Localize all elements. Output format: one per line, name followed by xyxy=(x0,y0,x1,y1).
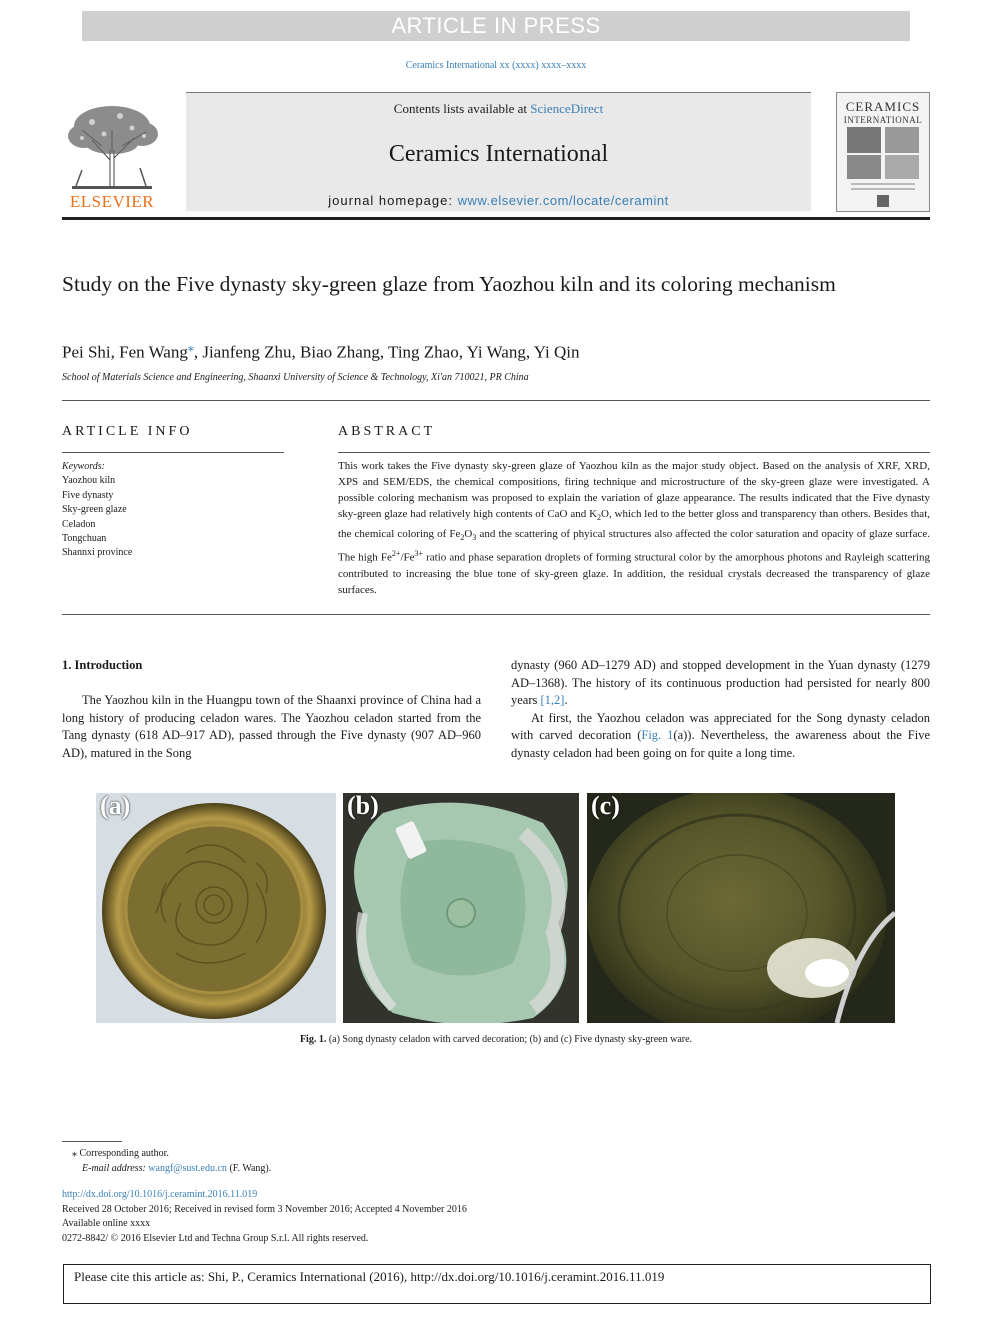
abstract-heading: ABSTRACT xyxy=(338,424,436,439)
article-info-heading: ARTICLE INFO xyxy=(62,424,193,439)
sciencedirect-link[interactable]: ScienceDirect xyxy=(530,101,604,116)
received-dates: Received 28 October 2016; Received in revised form 3 November 2016; Accepted 4 November 2016 xyxy=(62,1203,467,1215)
abstract-part: O, which led to the better gloss and transparency than others. Besides that, the chemical coloring of Fe xyxy=(338,508,930,541)
keyword-item: Shannxi province xyxy=(62,547,133,559)
paragraph xyxy=(511,710,930,763)
keyword-item: Tongchuan xyxy=(62,533,107,545)
article-in-press-banner: ARTICLE IN PRESS xyxy=(82,11,910,41)
authors-part-1: Pei Shi, Fen Wang xyxy=(62,342,188,362)
available-online: Available online xxxx xyxy=(62,1218,151,1229)
text-run: . xyxy=(564,693,568,707)
journal-cover-thumbnail[interactable] xyxy=(836,92,930,212)
paragraph xyxy=(511,657,930,710)
abstract-part: ratio and phase separation droplets of forming structural color by the amorphous photons and Rayleigh scattering contributed to increasing the blue tone of sky-green glaze. In addition, the residual crystals decreased the transparency of glaze surfaces. xyxy=(338,552,930,597)
publisher-name: ELSEVIER xyxy=(69,192,155,211)
intro-column-left xyxy=(62,692,481,762)
header-rule xyxy=(62,217,930,220)
keyword-item: Yaozhou kiln xyxy=(62,475,116,487)
affiliation: School of Materials Science and Engineering, Shaanxi University of Science & Technology, Xi'an 710021, PR China xyxy=(62,372,529,383)
footnote xyxy=(62,1146,662,1176)
citation-link[interactable]: [1,2] xyxy=(540,693,565,707)
section-heading-introduction: 1. Introduction xyxy=(62,658,143,672)
corresponding-author-note xyxy=(62,1146,662,1161)
email-suffix: (F. Wang). xyxy=(226,1163,272,1174)
journal-header xyxy=(186,92,811,211)
homepage-prefix: journal homepage: xyxy=(328,193,458,208)
divider xyxy=(62,400,930,401)
keyword-item: Sky-green glaze xyxy=(62,504,127,516)
copyright: 0272-8842/ © 2016 Elsevier Ltd and Techna Group S.r.l. All rights reserved. xyxy=(62,1232,369,1244)
text-run: dynasty (960 AD–1279 AD) and stopped development in the Yuan dynasty (1279 AD–1368). The history of its continuous production had persisted for nearly 800 years xyxy=(511,658,930,707)
figure-caption xyxy=(0,1034,992,1045)
journal-reference-link[interactable]: Ceramics International xx (xxxx) xxxx–xxxx xyxy=(405,60,587,71)
authors-part-2: , Jianfeng Zhu, Biao Zhang, Ting Zhao, Yi Wang, Yi Qin xyxy=(193,342,580,362)
divider xyxy=(338,452,930,453)
contents-prefix: Contents lists available at xyxy=(393,101,531,116)
email-link[interactable]: wangf@sust.edu.cn xyxy=(148,1163,227,1174)
abstract-part: and the scattering of phyical structures also affected the color saturation and opacity of glaze surface. The high Fe xyxy=(338,528,930,565)
article-title: Study on the Five dynasty sky-green glaze from Yaozhou kiln and its coloring mechanism xyxy=(62,272,836,296)
abstract-part: This work takes the Five dynasty sky-green glaze of Yaozhou kiln as the major study object. Based on the analysis of XRF, XRD, XPS and SEM/EDS, the chemical compositions, firing technique and microstructure of the sky-green glaze were investigated. A possible coloring mechanism was proposed to explain the variation of glaze appearance. The results indicated that the Five dynasty sky-green glaze had relatively high contents of CaO and K xyxy=(338,460,930,520)
subscript: 2 xyxy=(460,533,465,543)
citation-text: Please cite this article as: Shi, P., Ceramics International (2016), http://dx.doi.org/10.1016/j.ceramint.2016.11.019 xyxy=(74,1269,665,1284)
figure-link[interactable]: Fig. 1 xyxy=(641,728,674,742)
figure-1 xyxy=(96,793,895,1023)
intro-column-right xyxy=(511,657,930,762)
abstract-part: /Fe xyxy=(400,552,415,565)
subscript: 3 xyxy=(472,533,477,543)
golden-plate-image xyxy=(96,793,336,1023)
figure-panel-c xyxy=(587,793,895,1023)
email-label: E-mail address: xyxy=(82,1163,146,1174)
figure-panel-a xyxy=(96,793,336,1023)
email-line xyxy=(62,1161,662,1176)
article-metadata xyxy=(62,1188,762,1246)
superscript: 2+ xyxy=(391,549,401,559)
footnote-text: Corresponding author. xyxy=(77,1148,169,1159)
panel-label: (c) xyxy=(591,793,620,820)
journal-title: Ceramics International xyxy=(388,141,609,167)
keywords-label: Keywords: xyxy=(62,461,105,472)
contents-line xyxy=(186,101,811,117)
divider xyxy=(62,452,284,453)
panel-label: (a) xyxy=(100,793,131,820)
divider xyxy=(62,614,930,615)
olive-bowl-image xyxy=(587,793,895,1023)
text-run: At first, the Yaozhou celadon was appreciated for the Song dynasty celadon with carved decoration ( xyxy=(511,710,930,742)
cover-title-1: CERAMICS xyxy=(845,99,921,114)
subscript: 2 xyxy=(597,513,602,523)
homepage-line xyxy=(186,193,811,208)
footnote-marker: ⁎ xyxy=(72,1148,77,1159)
author-list xyxy=(62,340,922,363)
cover-title-2: INTERNATIONAL xyxy=(843,115,923,125)
abstract-part: O xyxy=(464,528,473,541)
keyword-item: Five dynasty xyxy=(62,489,114,501)
figure-caption-text: (a) Song dynasty celadon with carved decoration; (b) and (c) Five dynasty sky-green ware. xyxy=(326,1034,693,1045)
elsevier-tree-icon xyxy=(62,100,162,192)
homepage-link[interactable]: www.elsevier.com/locate/ceramint xyxy=(457,193,669,208)
keywords-block xyxy=(62,460,282,561)
cover-image xyxy=(837,125,929,211)
keyword-item: Celadon xyxy=(62,518,96,530)
footnote-rule xyxy=(62,1141,122,1142)
panel-label: (b) xyxy=(347,793,379,820)
figure-panel-b xyxy=(343,793,579,1023)
citation-box xyxy=(63,1264,931,1304)
abstract-text xyxy=(338,458,930,598)
doi-link[interactable]: http://dx.doi.org/10.1016/j.ceramint.2016.11.019 xyxy=(62,1189,258,1200)
green-flower-dish-image xyxy=(343,793,579,1023)
figure-caption-label: Fig. 1. xyxy=(299,1034,327,1045)
superscript: 3+ xyxy=(414,549,424,559)
text-run: (a)). Nevertheless, the awareness about the Five dynasty celadon had been going on for quite a long time. xyxy=(511,728,930,760)
elsevier-logo[interactable] xyxy=(62,100,162,212)
paragraph: The Yaozhou kiln in the Huangpu town of the Shaanxi province of China had a long history of producing celadon wares. The Yaozhou celadon started from the Tang dynasty (618 AD–917 AD), passed through the Five dynasty (907 AD–960 AD), matured in the Song xyxy=(62,693,481,760)
corresponding-author-marker[interactable]: ⁎ xyxy=(187,340,194,354)
